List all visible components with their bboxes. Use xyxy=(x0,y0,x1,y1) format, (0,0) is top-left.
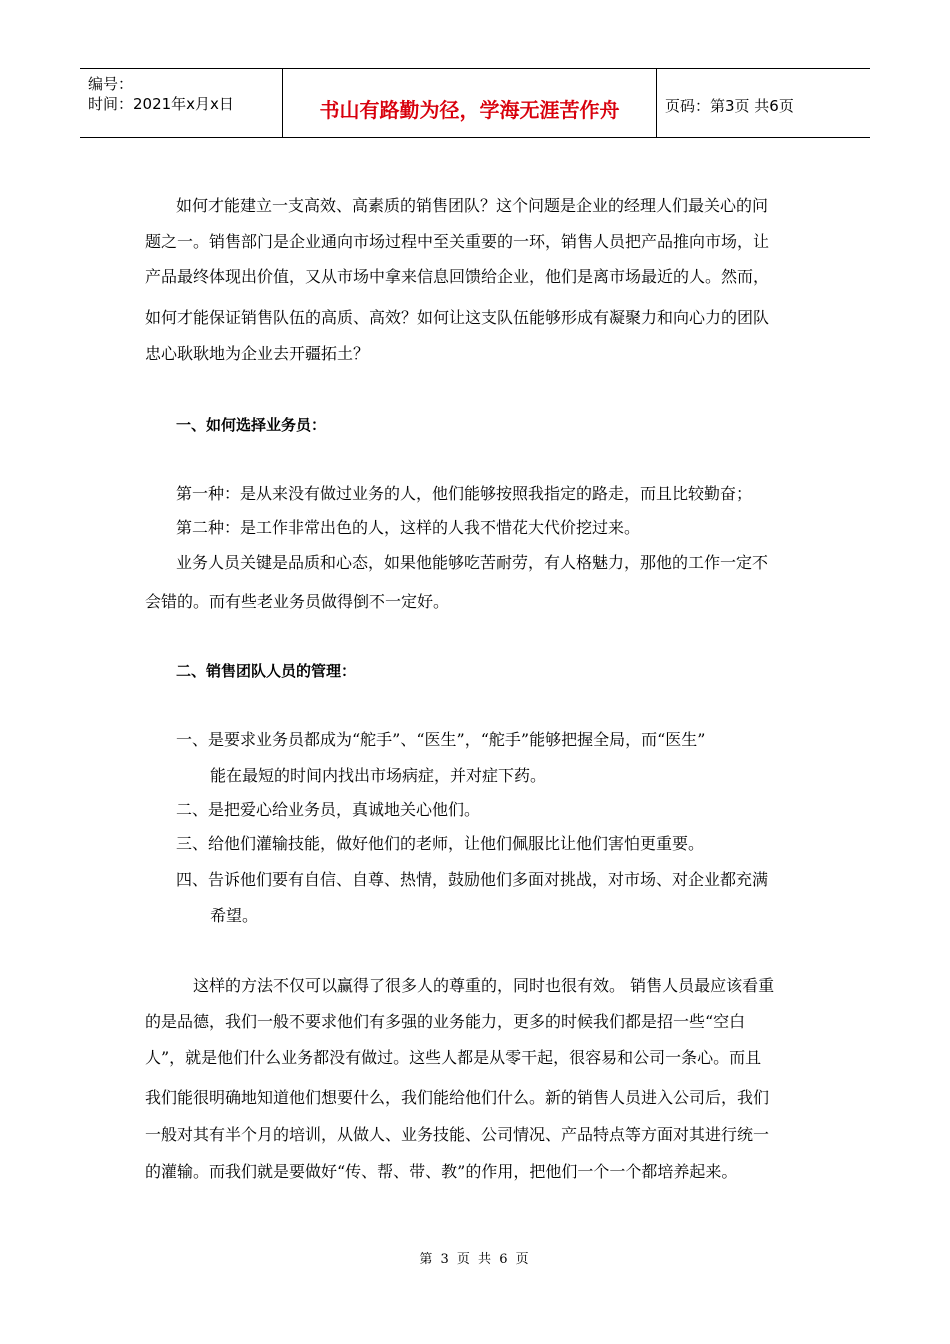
closing-line: 的是品德，我们一般不要求他们有多强的业务能力，更多的时候我们都是招一些“空白 xyxy=(145,1012,746,1031)
closing-line: 的灌输。而我们就是要做好“传、帮、带、教”的作用，把他们一个一个都培养起来。 xyxy=(145,1162,738,1181)
date-line: 时间：2021年x月x日 xyxy=(88,95,234,113)
closing-line: 一般对其有半个月的培训，从做人、业务技能、公司情况、产品特点等方面对其进行统一 xyxy=(145,1125,770,1144)
list-item: 三、给他们灌输技能，做好他们的老师，让他们佩服比让他们害怕更重要。 xyxy=(176,834,705,853)
section2-heading: 二、销售团队人员的管理： xyxy=(176,662,357,680)
closing-line: 这样的方法不仅可以赢得了很多人的尊重的，同时也很有效。 销售人员最应该看重 xyxy=(193,976,775,995)
section1-line: 业务人员关键是品质和心态，如果他能够吃苦耐劳，有人格魅力，那他的工作一定不 xyxy=(176,553,769,572)
intro-line: 如何才能保证销售队伍的高质、高效？如何让这支队伍能够形成有凝聚力和向心力的团队 xyxy=(145,308,770,327)
closing-line: 人”，就是他们什么业务都没有做过。这些人都是从零干起，很容易和公司一条心。而且 xyxy=(145,1048,762,1067)
list-item: 能在最短的时间内找出市场病症，并对症下药。 xyxy=(210,766,547,785)
section1-line: 第一种：是从来没有做过业务的人，他们能够按照我指定的路走，而且比较勤奋； xyxy=(176,484,753,503)
document-header xyxy=(80,68,870,138)
intro-line: 如何才能建立一支高效、高素质的销售团队？这个问题是企业的经理人们最关心的问 xyxy=(176,196,769,215)
header-motto: 书山有路勤为径，学海无涯苦作舟 xyxy=(319,98,620,122)
header-left-cell xyxy=(80,69,283,137)
header-motto-cell xyxy=(283,69,657,137)
list-item: 二、是把爱心给业务员，真诚地关心他们。 xyxy=(176,800,481,819)
section1-heading: 一、如何选择业务员： xyxy=(176,416,327,434)
header-page-cell xyxy=(657,69,870,137)
section1-line: 会错的。而有些老业务员做得倒不一定好。 xyxy=(145,592,450,611)
intro-line: 题之一。销售部门是企业通向市场过程中至关重要的一环，销售人员把产品推向市场，让 xyxy=(145,232,770,251)
intro-line: 忠心耿耿地为企业去开疆拓土？ xyxy=(145,344,370,363)
number-label: 编号： xyxy=(88,75,134,93)
intro-line: 产品最终体现出价值，又从市场中拿来信息回馈给企业，他们是离市场最近的人。然而， xyxy=(145,267,770,286)
list-item: 希望。 xyxy=(210,906,259,925)
list-item: 四、告诉他们要有自信、自尊、热情，鼓励他们多面对挑战，对市场、对企业都充满 xyxy=(176,870,769,889)
closing-line: 我们能很明确地知道他们想要什么，我们能给他们什么。新的销售人员进入公司后，我们 xyxy=(145,1088,770,1107)
header-page-info: 页码：第3页 共6页 xyxy=(665,97,794,115)
list-item: 一、是要求业务员都成为“舵手”、“医生”，“舵手”能够把握全局，而“医生” xyxy=(176,730,706,749)
page-footer: 第 3 页 共 6 页 xyxy=(419,1252,531,1267)
section1-line: 第二种：是工作非常出色的人，这样的人我不惜花大代价挖过来。 xyxy=(176,518,641,537)
